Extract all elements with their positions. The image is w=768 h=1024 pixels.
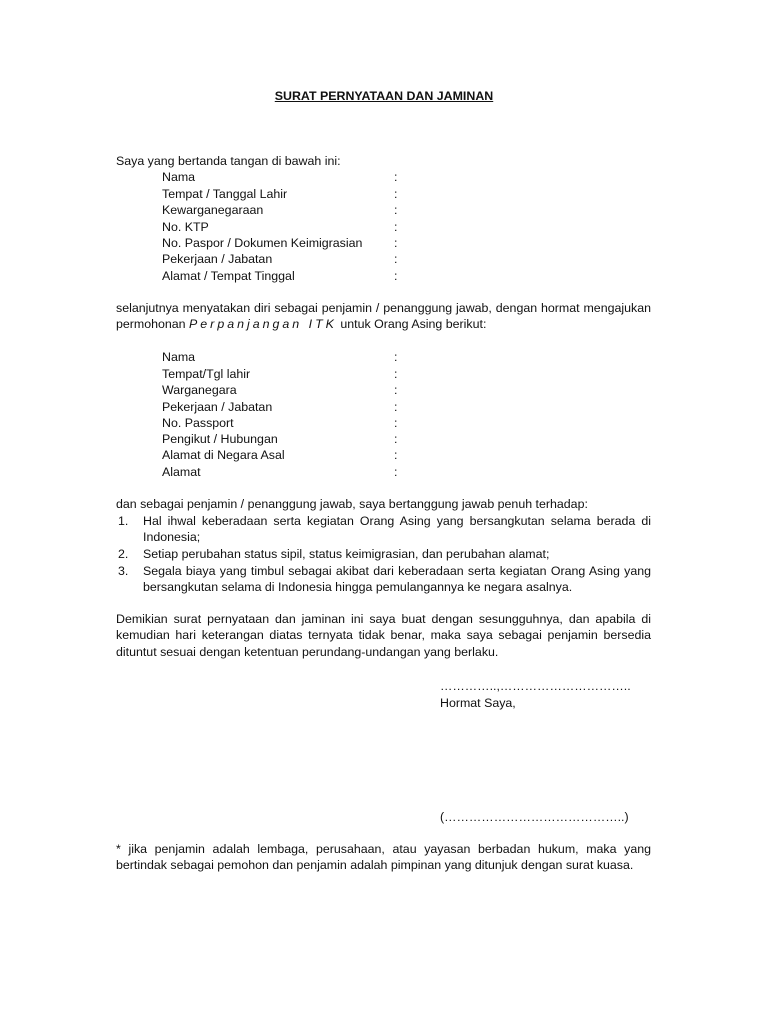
guarantor-field-label: Pekerjaan / Jabatan (162, 252, 273, 266)
list-item: Setiap perubahan status sipil, status keimigrasian, dan perubahan alamat; (143, 547, 550, 561)
place-date: …………..,………………………….. (440, 679, 631, 693)
foreigner-field-label: Pengikut / Hubungan (162, 432, 278, 446)
foreigner-field-label: Alamat di Negara Asal (162, 448, 285, 462)
list-item: Segala biaya yang timbul sebagai akibat dari keberadaan serta kegiatan Orang Asing yang bersangkutan selama di Indonesia hingga pemulangannya ke negara asalnya. (143, 564, 651, 595)
foreigner-field-label: Alamat (162, 464, 201, 479)
guarantor-field-label: Nama (162, 170, 196, 184)
foreigner-field-label: No. Passport (162, 415, 234, 430)
guarantor-field-colon: : (394, 236, 398, 250)
list-item-number: 3. (118, 564, 129, 578)
foreigner-field-colon: : (394, 415, 398, 430)
guarantor-field-colon: : (394, 170, 398, 184)
closing-paragraph: Demikian surat pernyataan dan jaminan ini saya buat dengan sesungguhnya, dan apabila di kemudian hari keterangan diatas ternyata tidak benar, maka saya sebagai penjamin bersedia dituntut sesuai dengan ketentuan perundang-undangan yang berlaku. (116, 612, 651, 659)
foreigner-field-label: Tempat/Tgl lahir (162, 366, 251, 381)
intro-text: Saya yang bertanda tangan di bawah ini: (116, 154, 341, 168)
statement-paragraph (116, 300, 651, 333)
document-title: SURAT PERNYATAAN DAN JAMINAN (274, 89, 494, 103)
guarantor-field-colon: : (394, 186, 398, 201)
salutation: Hormat Saya, (440, 696, 516, 710)
statement-part1: selanjutnya menyatakan diri sebagai penjamin / penanggung jawab, dengan hormat mengajukan permohonan (116, 301, 651, 332)
guarantor-field-colon: : (394, 268, 398, 283)
foreigner-field-colon: : (394, 464, 398, 479)
foreigner-field-colon: : (394, 366, 398, 381)
statement-emphasis: Perpanjangan ITK (189, 317, 337, 332)
guarantor-field-label: No. KTP (162, 219, 209, 234)
guarantor-field-colon: : (394, 252, 398, 266)
foreigner-field-colon: : (394, 350, 398, 364)
responsibility-intro: dan sebagai penjamin / penanggung jawab, saya bertanggung jawab penuh terhadap: (116, 497, 588, 511)
guarantor-field-colon: : (394, 203, 398, 217)
foreigner-field-colon: : (394, 432, 398, 446)
foreigner-field-colon: : (394, 399, 398, 414)
foreigner-field-label: Warganegara (162, 383, 237, 397)
footnote: * jika penjamin adalah lembaga, perusahaan, atau yayasan berbadan hukum, maka yang bertindak sebagai pemohon dan penjamin adalah pimpinan yang ditunjuk dengan surat kuasa. (116, 842, 651, 873)
foreigner-field-colon: : (394, 383, 398, 397)
guarantor-field-colon: : (394, 219, 398, 234)
list-item-number: 1. (118, 514, 129, 528)
signature-line: (……………………………………..) (440, 810, 629, 824)
foreigner-field-label: Pekerjaan / Jabatan (162, 399, 273, 414)
list-item: Hal ihwal keberadaan serta kegiatan Orang Asing yang bersangkutan selama berada di Indonesia; (143, 514, 651, 545)
guarantor-field-label: No. Paspor / Dokumen Keimigrasian (162, 236, 363, 250)
foreigner-field-label: Nama (162, 350, 196, 364)
list-item-number: 2. (118, 547, 129, 561)
guarantor-field-label: Tempat / Tanggal Lahir (162, 186, 288, 201)
guarantor-field-label: Kewarganegaraan (162, 203, 264, 217)
guarantor-field-label: Alamat / Tempat Tinggal (162, 268, 295, 283)
foreigner-field-colon: : (394, 448, 398, 462)
statement-part2: untuk Orang Asing berikut: (340, 317, 487, 332)
